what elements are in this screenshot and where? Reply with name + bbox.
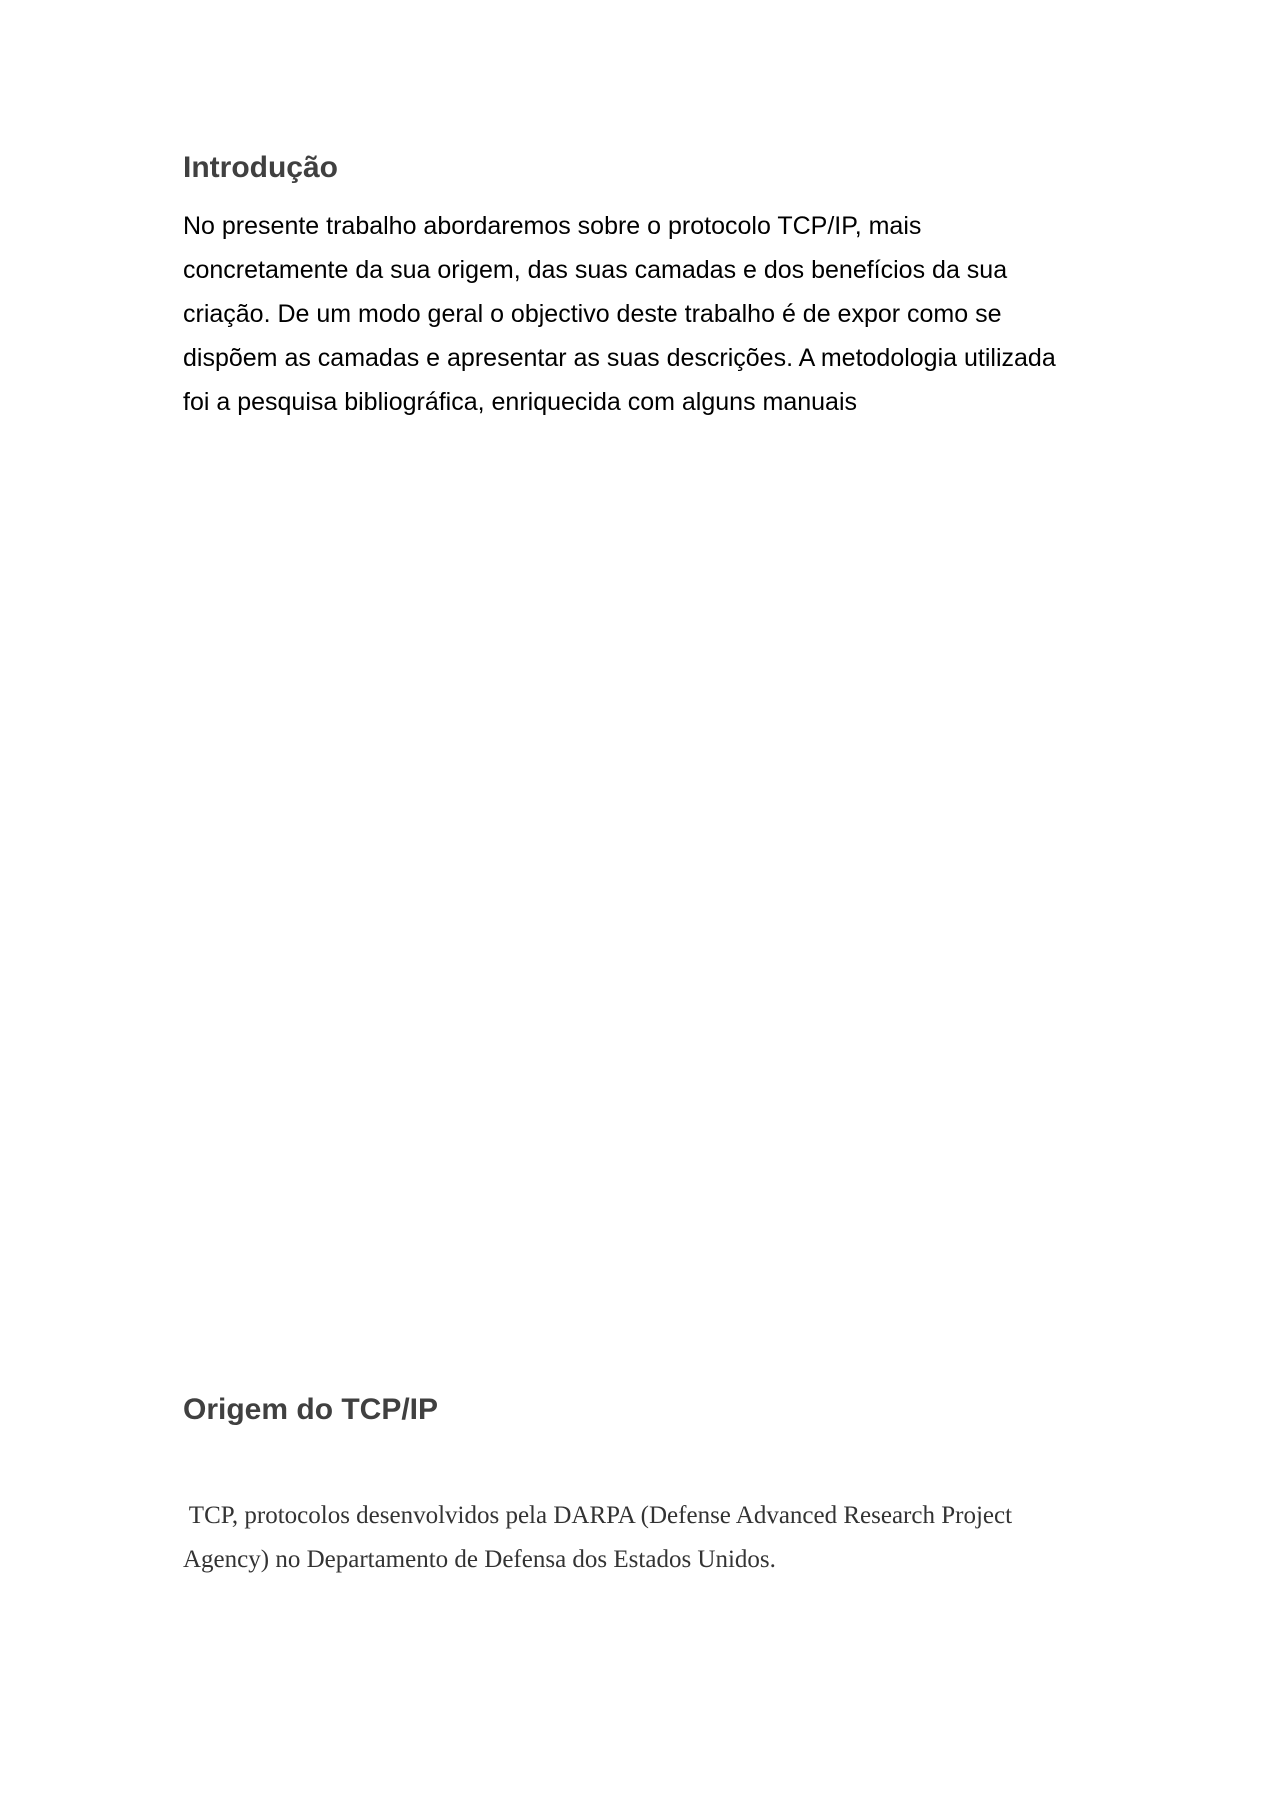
paragraph-line: TCP, protocolos desenvolvidos pela DARPA (Defense Advanced Research Project <box>183 1502 1013 1529</box>
section-heading-origin: Origem do TCP/IP <box>183 1393 439 1426</box>
paragraph-line: dispõem as camadas e apresentar as suas descrições. A metodologia utilizada <box>183 344 1056 372</box>
paragraph-line: Agency) no Departamento de Defensa dos Estados Unidos. <box>183 1546 776 1573</box>
paragraph-line: foi a pesquisa bibliográfica, enriquecida com alguns manuais <box>183 388 858 416</box>
origin-paragraph <box>183 1494 1103 1582</box>
introduction-paragraph <box>183 204 1103 424</box>
paragraph-line: criação. De um modo geral o objectivo deste trabalho é de expor como se <box>183 300 1002 328</box>
introduction-section <box>183 146 1103 424</box>
paragraph-line: No presente trabalho abordaremos sobre o protocolo TCP/IP, mais <box>183 212 922 240</box>
section-heading-introduction: Introdução <box>183 151 338 184</box>
origin-section <box>183 1388 1103 1582</box>
paragraph-line: concretamente da sua origem, das suas camadas e dos benefícios da sua <box>183 256 1008 284</box>
